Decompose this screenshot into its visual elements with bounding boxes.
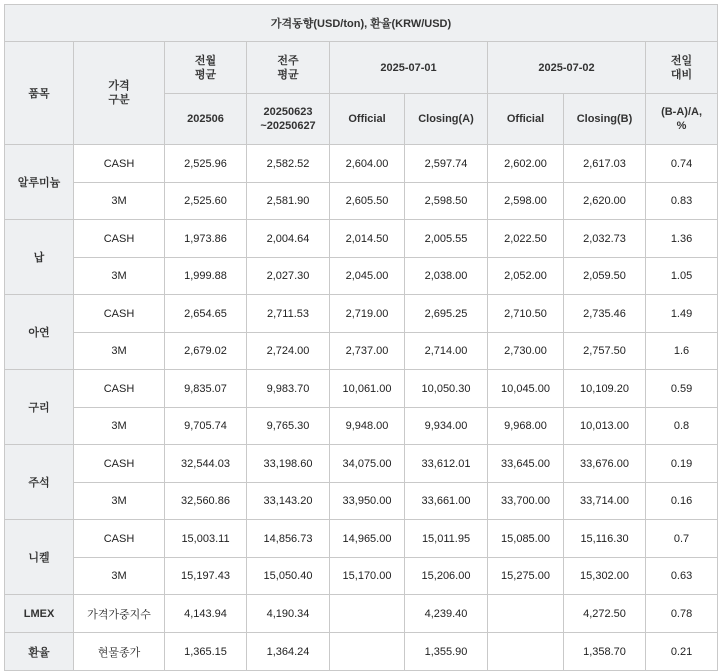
- price-trend-table: [4, 4, 718, 671]
- prev-week-cell: 9,765.30: [247, 408, 330, 445]
- closing-a-cell: 2,597.74: [405, 145, 488, 183]
- closing-b-cell: 33,714.00: [564, 483, 646, 520]
- official-1-cell: 9,948.00: [330, 408, 405, 445]
- official-2-cell: 33,645.00: [488, 445, 564, 483]
- price-type-cell: CASH: [74, 295, 165, 333]
- prev-week-cell: 4,190.34: [247, 595, 330, 633]
- change-cell: 0.74: [646, 145, 718, 183]
- change-cell: 0.83: [646, 183, 718, 220]
- price-type-cell: CASH: [74, 370, 165, 408]
- table-row: [5, 333, 718, 370]
- header-official-2: Official: [488, 94, 564, 145]
- closing-a-cell: 4,239.40: [405, 595, 488, 633]
- closing-a-cell: 2,714.00: [405, 333, 488, 370]
- table-row: [5, 145, 718, 183]
- official-2-cell: 15,275.00: [488, 558, 564, 595]
- official-2-cell: 15,085.00: [488, 520, 564, 558]
- price-type-cell: CASH: [74, 445, 165, 483]
- header-prev-week-period: 20250623 ~20250627: [247, 94, 330, 145]
- official-1-cell: 33,950.00: [330, 483, 405, 520]
- official-1-cell: 34,075.00: [330, 445, 405, 483]
- prev-week-cell: 2,724.00: [247, 333, 330, 370]
- price-type-cell: 3M: [74, 483, 165, 520]
- closing-a-cell: 2,038.00: [405, 258, 488, 295]
- closing-b-cell: 4,272.50: [564, 595, 646, 633]
- official-1-cell: 15,170.00: [330, 558, 405, 595]
- header-prev-month-period: 202506: [165, 94, 247, 145]
- table-title: 가격동향(USD/ton), 환율(KRW/USD): [5, 5, 718, 42]
- change-cell: 0.8: [646, 408, 718, 445]
- header-official-1: Official: [330, 94, 405, 145]
- price-type-cell: 3M: [74, 258, 165, 295]
- header-date-2: 2025-07-02: [488, 42, 646, 94]
- prev-month-cell: 4,143.94: [165, 595, 247, 633]
- change-cell: 1.49: [646, 295, 718, 333]
- table-row: [5, 295, 718, 333]
- prev-week-cell: 14,856.73: [247, 520, 330, 558]
- change-cell: 1.6: [646, 333, 718, 370]
- price-type-cell: 3M: [74, 183, 165, 220]
- table-row: [5, 258, 718, 295]
- price-type-cell: CASH: [74, 520, 165, 558]
- table-row: [5, 220, 718, 258]
- prev-week-cell: 2,582.52: [247, 145, 330, 183]
- official-2-cell: 10,045.00: [488, 370, 564, 408]
- change-cell: 0.63: [646, 558, 718, 595]
- change-cell: 0.59: [646, 370, 718, 408]
- official-1-cell: 2,604.00: [330, 145, 405, 183]
- prev-week-cell: 2,711.53: [247, 295, 330, 333]
- official-2-cell: 2,710.50: [488, 295, 564, 333]
- change-cell: 0.21: [646, 633, 718, 671]
- official-2-cell: [488, 633, 564, 671]
- prev-month-cell: 32,544.03: [165, 445, 247, 483]
- official-1-cell: 14,965.00: [330, 520, 405, 558]
- table-row-lmex: [5, 595, 718, 633]
- header-price-type: 가격 구분: [74, 42, 165, 145]
- prev-month-cell: 2,679.02: [165, 333, 247, 370]
- official-1-cell: 2,045.00: [330, 258, 405, 295]
- item-name-cell: LMEX: [5, 595, 74, 633]
- item-name-cell: 니켈: [5, 520, 74, 595]
- prev-month-cell: 9,705.74: [165, 408, 247, 445]
- official-1-cell: 2,605.50: [330, 183, 405, 220]
- closing-b-cell: 15,302.00: [564, 558, 646, 595]
- price-type-cell: CASH: [74, 220, 165, 258]
- price-type-cell: 가격가중지수: [74, 595, 165, 633]
- table-row: [5, 370, 718, 408]
- item-name-cell: 환율: [5, 633, 74, 671]
- header-prev-week-avg: 전주 평균: [247, 42, 330, 94]
- header-date-1: 2025-07-01: [330, 42, 488, 94]
- prev-month-cell: 32,560.86: [165, 483, 247, 520]
- prev-week-cell: 15,050.40: [247, 558, 330, 595]
- closing-b-cell: 2,735.46: [564, 295, 646, 333]
- closing-a-cell: 2,695.25: [405, 295, 488, 333]
- closing-b-cell: 33,676.00: [564, 445, 646, 483]
- closing-b-cell: 10,013.00: [564, 408, 646, 445]
- prev-month-cell: 2,654.65: [165, 295, 247, 333]
- closing-a-cell: 10,050.30: [405, 370, 488, 408]
- change-cell: 0.78: [646, 595, 718, 633]
- prev-month-cell: 1,365.15: [165, 633, 247, 671]
- price-type-cell: 3M: [74, 558, 165, 595]
- prev-month-cell: 9,835.07: [165, 370, 247, 408]
- official-1-cell: [330, 595, 405, 633]
- prev-week-cell: 9,983.70: [247, 370, 330, 408]
- closing-a-cell: 9,934.00: [405, 408, 488, 445]
- closing-a-cell: 33,661.00: [405, 483, 488, 520]
- item-name-cell: 아연: [5, 295, 74, 370]
- change-cell: 0.16: [646, 483, 718, 520]
- prev-week-cell: 2,004.64: [247, 220, 330, 258]
- header-closing-a: Closing(A): [405, 94, 488, 145]
- official-2-cell: 2,598.00: [488, 183, 564, 220]
- official-2-cell: 2,602.00: [488, 145, 564, 183]
- item-name-cell: 구리: [5, 370, 74, 445]
- table-row: [5, 445, 718, 483]
- price-type-cell: 현물종가: [74, 633, 165, 671]
- closing-b-cell: 15,116.30: [564, 520, 646, 558]
- official-2-cell: 33,700.00: [488, 483, 564, 520]
- item-name-cell: 주석: [5, 445, 74, 520]
- official-1-cell: 10,061.00: [330, 370, 405, 408]
- price-type-cell: CASH: [74, 145, 165, 183]
- official-2-cell: [488, 595, 564, 633]
- header-change-formula: (B-A)/A, %: [646, 94, 718, 145]
- closing-a-cell: 2,005.55: [405, 220, 488, 258]
- table-row: [5, 520, 718, 558]
- header-closing-b: Closing(B): [564, 94, 646, 145]
- price-type-cell: 3M: [74, 408, 165, 445]
- official-2-cell: 9,968.00: [488, 408, 564, 445]
- prev-week-cell: 33,143.20: [247, 483, 330, 520]
- closing-a-cell: 1,355.90: [405, 633, 488, 671]
- prev-week-cell: 33,198.60: [247, 445, 330, 483]
- closing-a-cell: 2,598.50: [405, 183, 488, 220]
- table-row: [5, 558, 718, 595]
- closing-a-cell: 15,206.00: [405, 558, 488, 595]
- closing-a-cell: 15,011.95: [405, 520, 488, 558]
- header-prev-month-avg: 전월 평균: [165, 42, 247, 94]
- official-2-cell: 2,730.00: [488, 333, 564, 370]
- header-item: 품목: [5, 42, 74, 145]
- header-prev-day-change: 전일 대비: [646, 42, 718, 94]
- item-name-cell: 알루미늄: [5, 145, 74, 220]
- prev-week-cell: 2,581.90: [247, 183, 330, 220]
- prev-month-cell: 1,999.88: [165, 258, 247, 295]
- official-1-cell: 2,737.00: [330, 333, 405, 370]
- closing-b-cell: 2,620.00: [564, 183, 646, 220]
- table-row: [5, 483, 718, 520]
- item-name-cell: 납: [5, 220, 74, 295]
- price-trend-table-container: [4, 4, 718, 671]
- prev-week-cell: 2,027.30: [247, 258, 330, 295]
- change-cell: 1.05: [646, 258, 718, 295]
- change-cell: 0.7: [646, 520, 718, 558]
- prev-week-cell: 1,364.24: [247, 633, 330, 671]
- official-1-cell: 2,014.50: [330, 220, 405, 258]
- table-row: [5, 408, 718, 445]
- official-2-cell: 2,022.50: [488, 220, 564, 258]
- change-cell: 0.19: [646, 445, 718, 483]
- prev-month-cell: 2,525.60: [165, 183, 247, 220]
- change-cell: 1.36: [646, 220, 718, 258]
- prev-month-cell: 2,525.96: [165, 145, 247, 183]
- closing-b-cell: 2,059.50: [564, 258, 646, 295]
- closing-b-cell: 2,757.50: [564, 333, 646, 370]
- closing-a-cell: 33,612.01: [405, 445, 488, 483]
- prev-month-cell: 1,973.86: [165, 220, 247, 258]
- closing-b-cell: 1,358.70: [564, 633, 646, 671]
- price-type-cell: 3M: [74, 333, 165, 370]
- official-1-cell: 2,719.00: [330, 295, 405, 333]
- prev-month-cell: 15,197.43: [165, 558, 247, 595]
- table-row: [5, 183, 718, 220]
- closing-b-cell: 2,617.03: [564, 145, 646, 183]
- prev-month-cell: 15,003.11: [165, 520, 247, 558]
- closing-b-cell: 2,032.73: [564, 220, 646, 258]
- table-row-fx: [5, 633, 718, 671]
- official-1-cell: [330, 633, 405, 671]
- closing-b-cell: 10,109.20: [564, 370, 646, 408]
- official-2-cell: 2,052.00: [488, 258, 564, 295]
